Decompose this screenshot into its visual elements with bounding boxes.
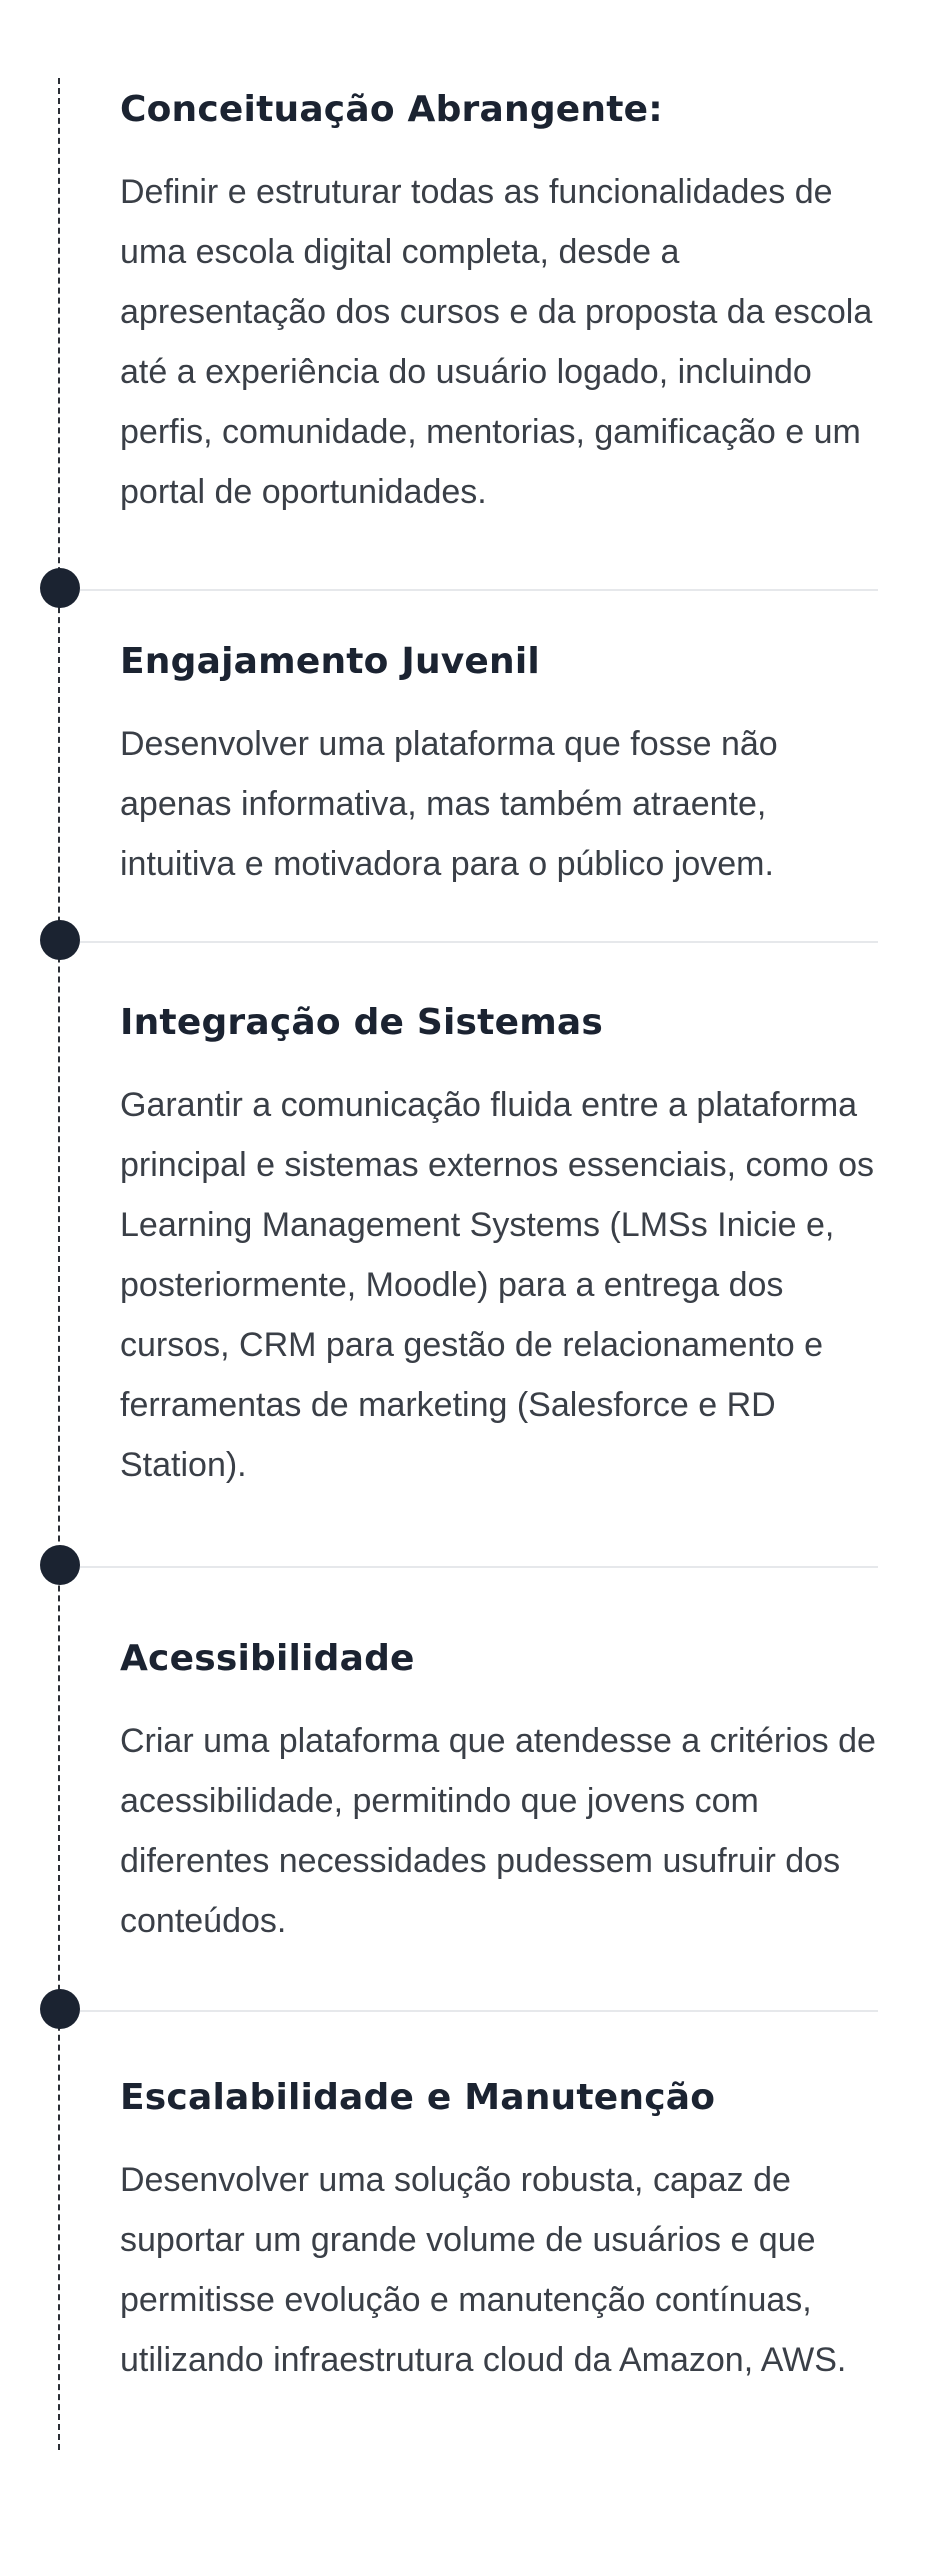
goal-description: Desenvolver uma solução robusta, capaz de suportar um grande volume de usuários e que permitisse evolução e manutenção contínuas, utilizando infraestrutura cloud da Amazon, AWS. <box>120 2161 847 2379</box>
timeline-marker <box>40 1989 80 2029</box>
goal-title: Conceituação Abrangente: <box>120 89 663 130</box>
section-divider <box>80 941 878 943</box>
timeline-marker <box>40 568 80 608</box>
goal-description: Garantir a comunicação fluida entre a plataforma principal e sistemas externos essenciais, como os Learning Management Systems (LMSs Inicie e, posteriormente, Moodle) para a entrega dos cursos, CRM para gestão de relacionamento e ferramentas de marketing (Salesforce e RD Station). <box>120 1086 874 1484</box>
goal-item <box>120 640 890 894</box>
goal-item <box>120 88 890 522</box>
timeline-marker <box>40 920 80 960</box>
goal-description: Desenvolver uma plataforma que fosse não apenas informativa, mas também atraente, intuitiva e motivadora para o público jovem. <box>120 725 778 883</box>
goal-item <box>120 2076 890 2390</box>
goal-description: Criar uma plataforma que atendesse a critérios de acessibilidade, permitindo que jovens com diferentes necessidades pudessem usufruir dos conteúdos. <box>120 1722 876 1940</box>
goal-title: Acessibilidade <box>120 1638 415 1679</box>
goal-item <box>120 1001 890 1495</box>
goal-item <box>120 1637 890 1951</box>
goal-title: Integração de Sistemas <box>120 1002 604 1043</box>
section-divider <box>80 2010 878 2012</box>
goal-title: Escalabilidade e Manutenção <box>120 2077 716 2118</box>
timeline-dashed-line <box>58 78 60 2450</box>
section-divider <box>80 1566 878 1568</box>
goal-title: Engajamento Juvenil <box>120 641 540 682</box>
timeline-marker <box>40 1545 80 1585</box>
goal-description: Definir e estruturar todas as funcionalidades de uma escola digital completa, desde a apresentação dos cursos e da proposta da escola até a experiência do usuário logado, incluindo perfis, comunidade, mentorias, gamificação e um portal de oportunidades. <box>120 173 873 511</box>
section-divider <box>80 589 878 591</box>
